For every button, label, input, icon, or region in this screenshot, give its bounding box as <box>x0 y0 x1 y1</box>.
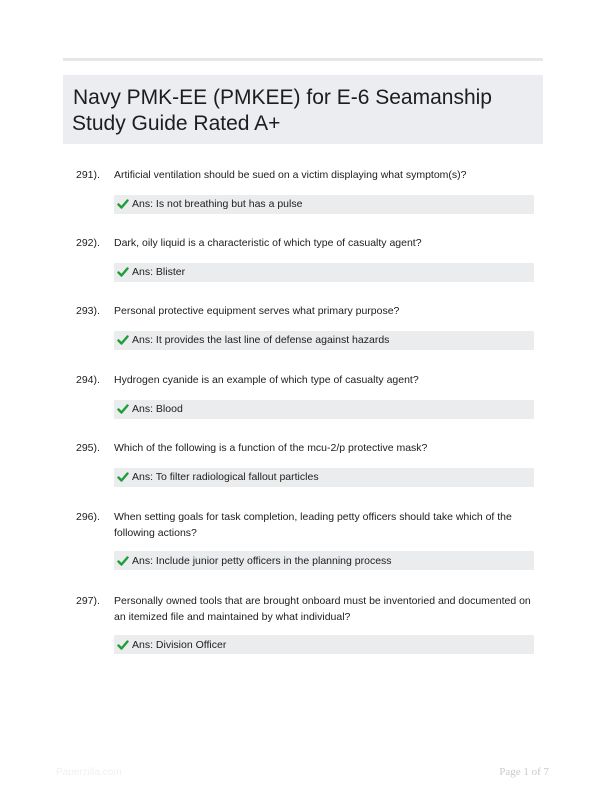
answer-text: Ans: Division Officer <box>132 638 227 651</box>
question-number: 295). <box>76 442 100 454</box>
question-block <box>63 236 543 282</box>
check-icon <box>117 555 129 567</box>
page-indicator: Page 1 of 7 <box>499 766 549 778</box>
answer-box <box>114 195 534 214</box>
question-block <box>63 594 543 654</box>
question-row <box>63 373 543 389</box>
question-text: When setting goals for task completion, leading petty officers should take which of the following actions? <box>114 511 512 539</box>
question-block <box>63 441 543 487</box>
answer-box <box>114 331 534 350</box>
top-divider <box>63 58 543 61</box>
question-block <box>63 168 543 214</box>
check-icon <box>117 198 129 210</box>
answer-text: Ans: Blood <box>132 403 183 415</box>
question-row <box>63 594 543 625</box>
answer-text: Ans: To filter radiological fallout particles <box>132 471 319 483</box>
answer-box <box>114 468 534 487</box>
check-icon <box>117 403 129 415</box>
answer-box <box>114 263 534 282</box>
answer-text: Ans: Include junior petty officers in the planning process <box>132 554 392 567</box>
question-number: 291). <box>76 169 100 181</box>
question-number: 297). <box>76 595 100 607</box>
question-row <box>63 168 543 184</box>
document-title-box <box>63 75 543 144</box>
question-text: Personally owned tools that are brought onboard must be inventoried and documented on an itemized file and maintained by what individual? <box>114 595 531 623</box>
check-icon <box>117 334 129 346</box>
answer-box <box>114 635 534 654</box>
question-text: Personal protective equipment serves what primary purpose? <box>114 305 400 317</box>
document-title-line-2: Study Guide Rated A+ <box>72 112 281 135</box>
question-number: 292). <box>76 237 100 249</box>
question-block <box>63 373 543 419</box>
question-text: Hydrogen cyanide is an example of which type of casualty agent? <box>114 374 419 386</box>
question-number: 296). <box>76 511 100 523</box>
question-text: Artificial ventilation should be sued on a victim displaying what symptom(s)? <box>114 169 467 181</box>
answer-box <box>114 551 534 570</box>
question-row <box>63 510 543 541</box>
answer-text: Ans: Is not breathing but has a pulse <box>132 198 303 210</box>
question-text: Which of the following is a function of the mcu-2/p protective mask? <box>114 442 428 454</box>
question-block <box>63 304 543 350</box>
question-block <box>63 510 543 570</box>
check-icon <box>117 639 129 651</box>
footer-watermark: Paperzilla.com <box>56 767 122 778</box>
question-number: 293). <box>76 305 100 317</box>
answer-text: Ans: It provides the last line of defense against hazards <box>132 334 390 346</box>
question-row <box>63 236 543 252</box>
check-icon <box>117 471 129 483</box>
check-icon <box>117 266 129 278</box>
document-title-line-1: Navy PMK-EE (PMKEE) for E-6 Seamanship <box>73 86 492 109</box>
question-number: 294). <box>76 374 100 386</box>
question-row <box>63 304 543 320</box>
answer-box <box>114 400 534 419</box>
question-row <box>63 441 543 457</box>
question-text: Dark, oily liquid is a characteristic of which type of casualty agent? <box>114 237 422 249</box>
answer-text: Ans: Blister <box>132 266 186 278</box>
